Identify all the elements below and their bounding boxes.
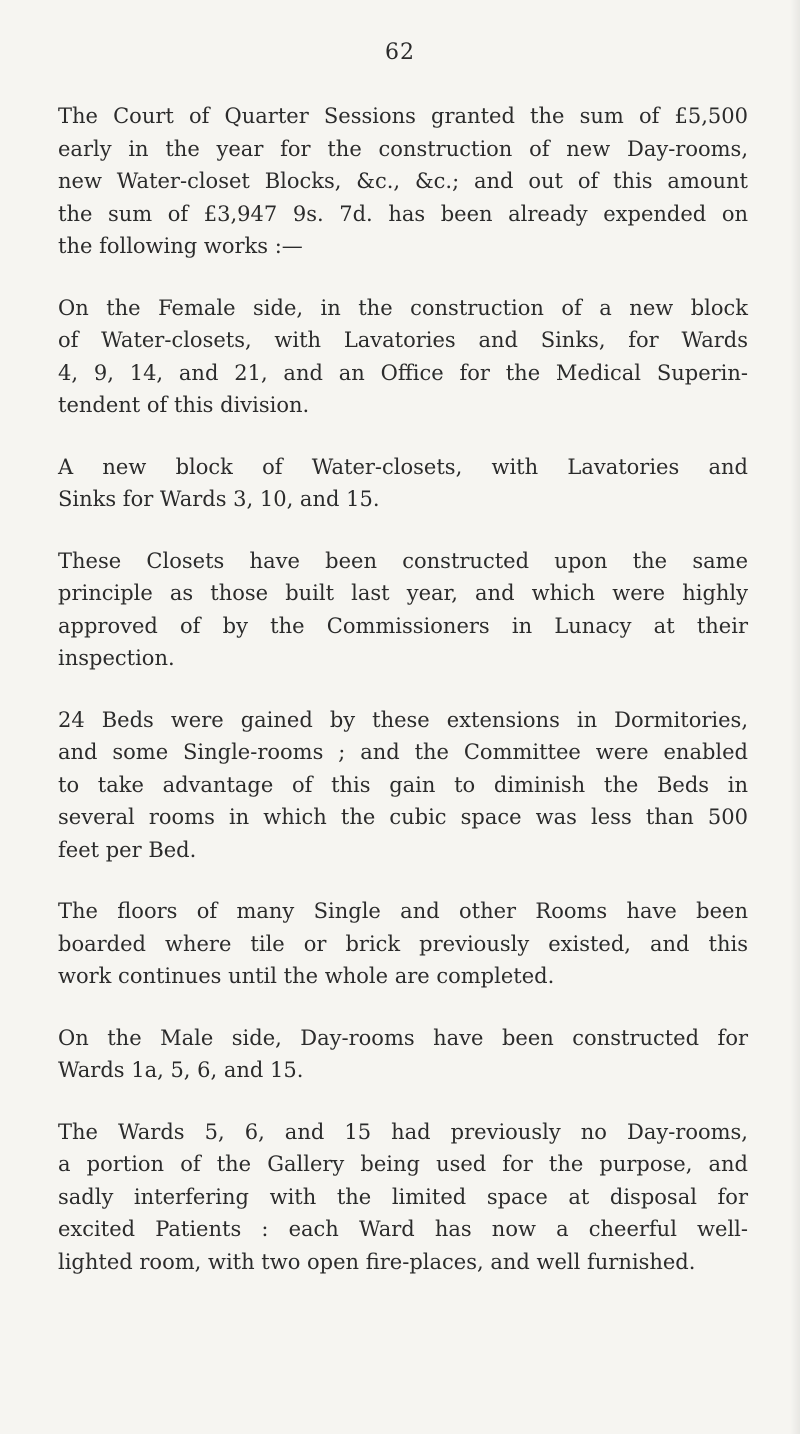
text-line: The floors of many Single and other Rooms have been [58,899,748,923]
text-line: inspection. [58,646,175,670]
text-line: The Wards 5, 6, and 15 had previously no Day-rooms, [58,1119,748,1144]
text-line: A new block of Water-closets, with Lavatories and [58,454,748,479]
text-line: a portion of the Gallery being used for the purpose, and [58,1152,748,1176]
text-line: the sum of £3,947 9s. 7d. has been already expended on [58,201,748,226]
text-line: These Closets have been constructed upon the same [58,548,748,573]
text-line: On the Male side, Day-rooms have been constructed for [58,1025,748,1050]
paragraph [58,1116,748,1279]
text-line: tendent of this division. [58,393,310,417]
paragraph [58,451,748,516]
text-line: excited Patients : each Ward has now a cheerful well- [58,1217,748,1241]
paragraph [58,895,748,993]
text-line: 24 Beds were gained by these extensions in Dormitories, [58,707,748,732]
text-line: Wards 1a, 5, 6, and 15. [58,1058,304,1082]
text-line: boarded where tile or brick previously existed, and this [58,931,748,956]
text-line: sadly interfering with the limited space at disposal for [58,1184,748,1209]
paragraph [58,100,748,263]
paragraph [58,545,748,675]
text-line: new Water-closet Blocks, &c., &c.; and out of this amount [58,169,748,193]
body-text [58,100,748,1307]
paragraph [58,704,748,867]
text-line: approved of by the Commissioners in Lunacy at their [58,613,748,638]
text-line: the following works :— [58,234,303,258]
text-line: feet per Bed. [58,837,197,862]
text-line: work continues until the whole are completed. [58,964,555,988]
text-line: The Court of Quarter Sessions granted the sum of £5,500 [58,104,748,128]
text-line: On the Female side, in the construction of a new block [58,295,748,320]
text-line: of Water-closets, with Lavatories and Sinks, for Wards [58,328,748,352]
paragraph [58,1022,748,1087]
page-edge-shadow [790,0,800,1434]
text-line: principle as those built last year, and which were highly [58,581,748,605]
page-number: 62 [385,40,415,65]
text-line: 4, 9, 14, and 21, and an Office for the Medical Superin- [58,360,748,385]
text-line: several rooms in which the cubic space was less than 500 [58,805,748,829]
text-line: and some Single-rooms ; and the Committee were enabled [58,740,748,764]
text-line: to take advantage of this gain to diminish the Beds in [58,772,748,797]
text-line: early in the year for the construction of new Day-rooms, [58,136,748,161]
paragraph [58,292,748,422]
text-line: lighted room, with two open fire-places, and well furnished. [58,1249,696,1274]
text-line: Sinks for Wards 3, 10, and 15. [58,487,380,511]
